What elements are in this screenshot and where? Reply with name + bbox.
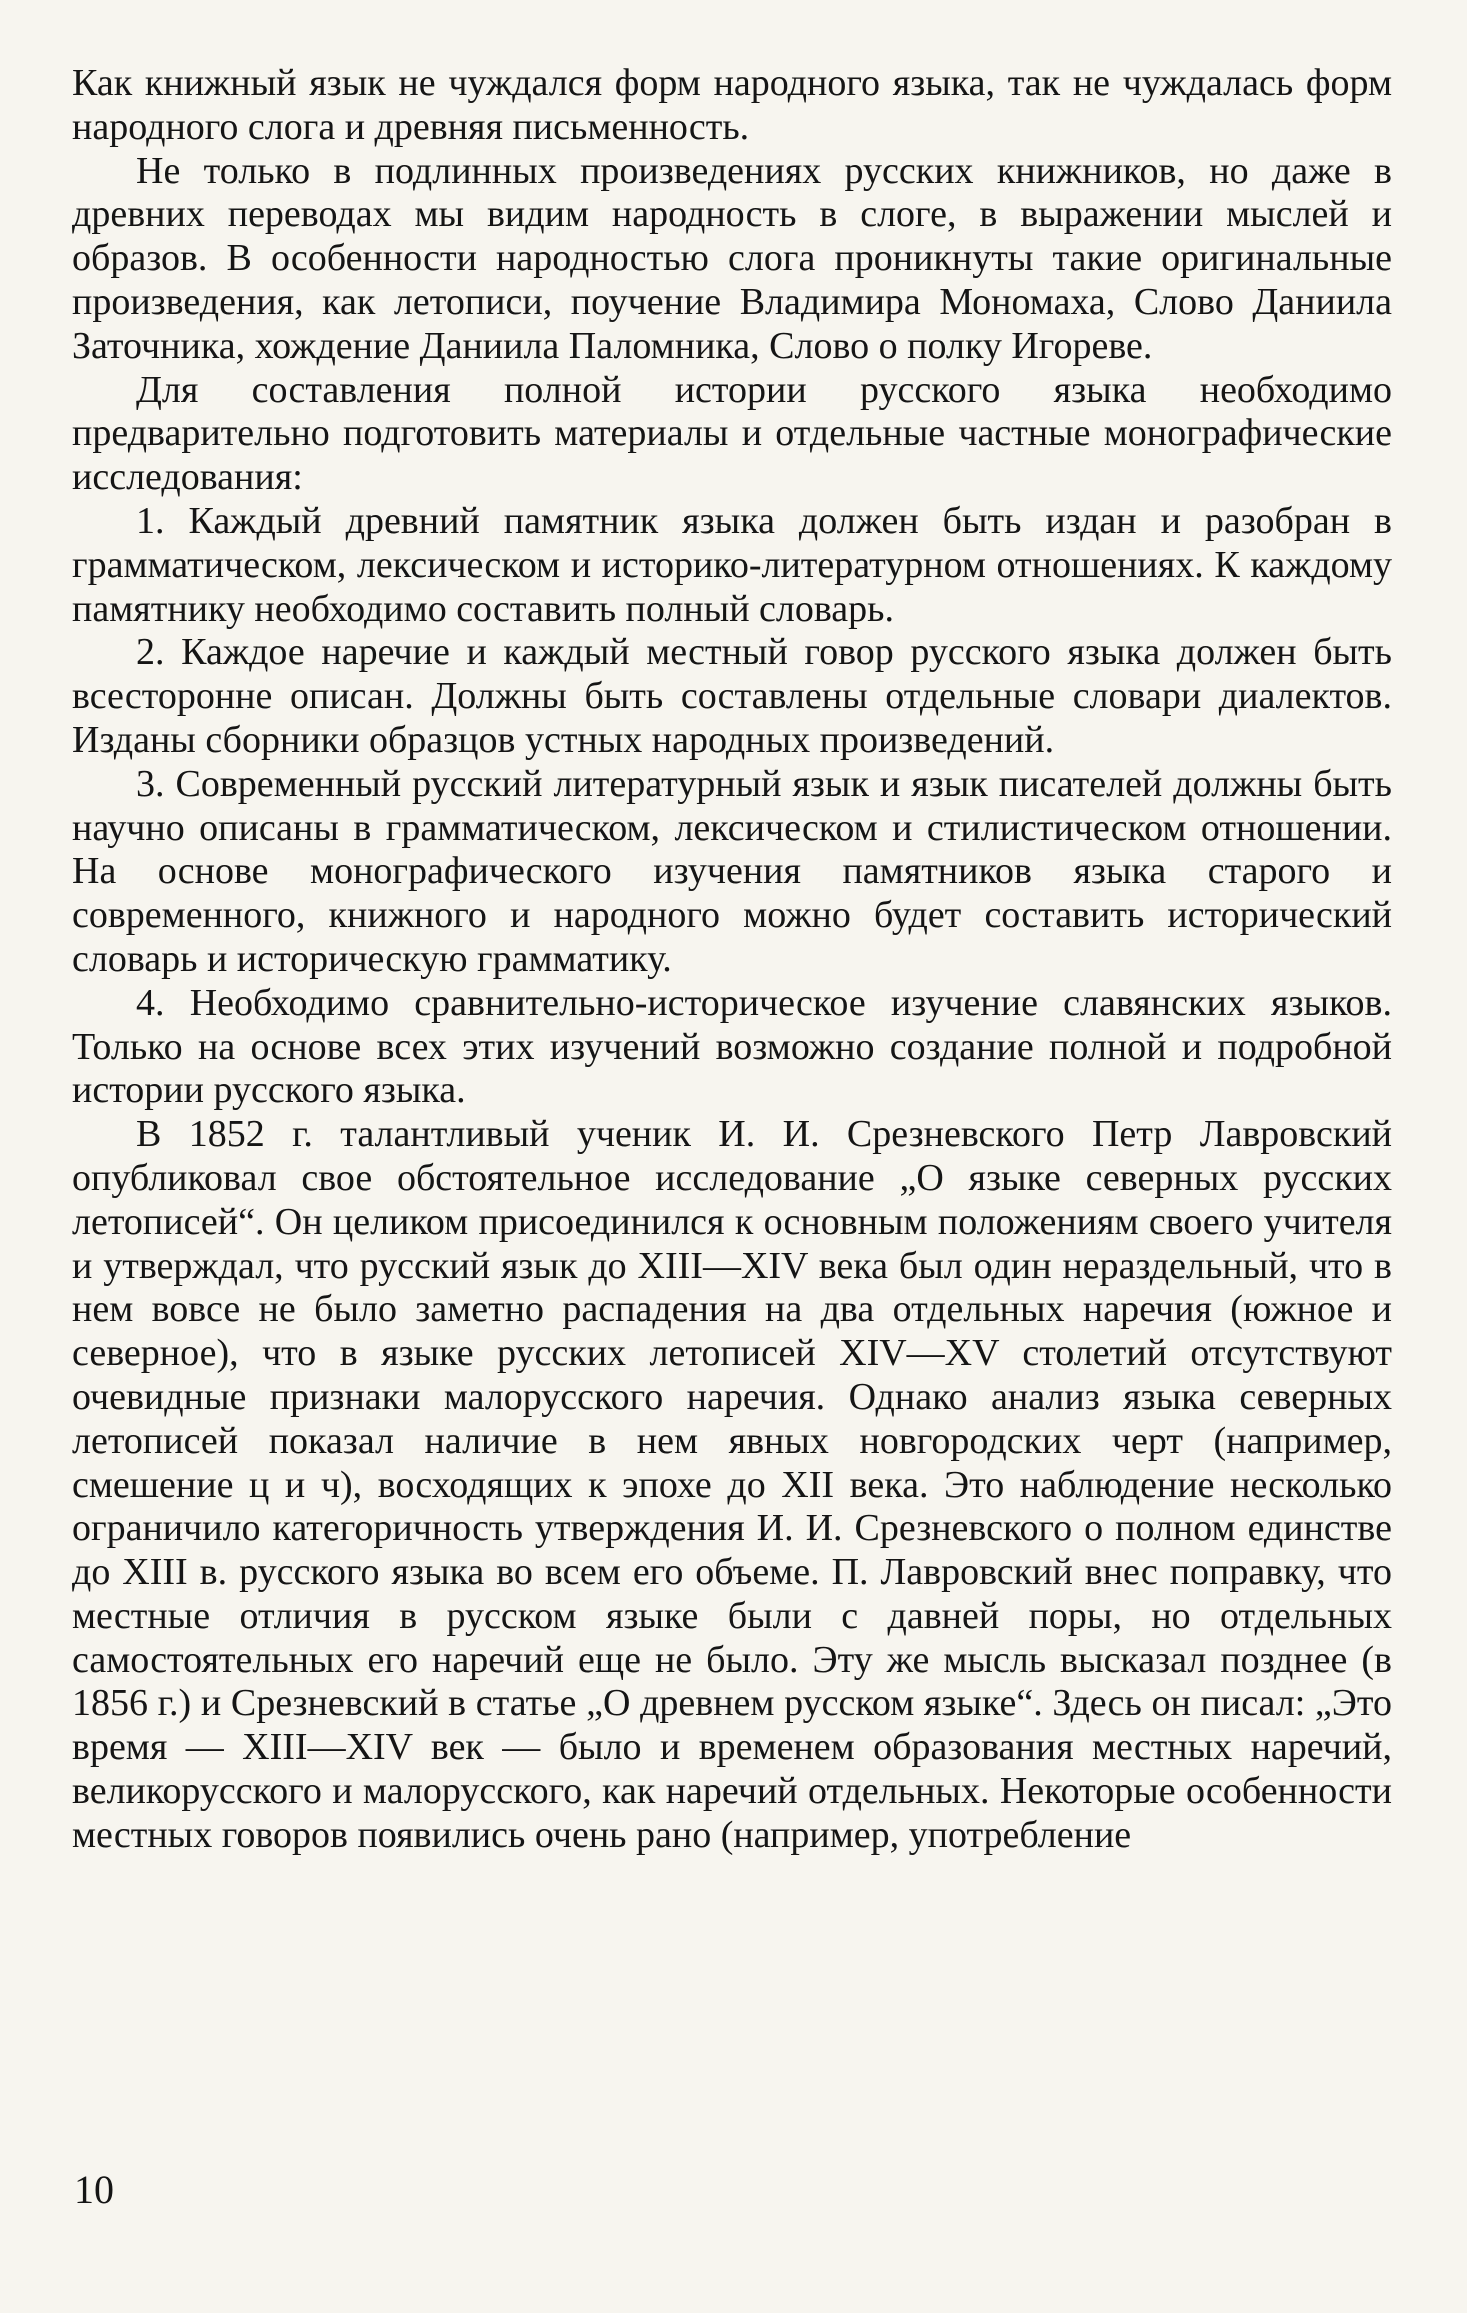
list-item-1: 1. Каждый древний памятник языка должен быть издан и разобран в грамматическом, лексическом и историко-литературном отношениях. К каждому памятнику необходимо составить полный словарь. <box>72 499 1392 630</box>
paragraph-2: Не только в подлинных произведениях русских книжников, но даже в древних переводах мы видим народность в слоге, в выражении мыслей и образов. В особенности народностью слога проникнуты такие оригинальные произведения, как летописи, поучение Владимира Мономаха, Слово Даниила Заточника, хождение Даниила Паломника, Слово о полку Игореве. <box>72 149 1392 367</box>
list-item-2: 2. Каждое наречие и каждый местный говор русского языка должен быть всесторонне описан. Должны быть составлены отдельные словари диалектов. Изданы сборники образцов устных народных произведений. <box>72 631 1392 761</box>
list-item-3: 3. Современный русский литературный язык и язык писателей должны быть научно описаны в грамматическом, лексическом и стилистическом отношении. На основе монографического изучения памятников языка старого и современного, книжного и народного можно будет составить исторический словарь и историческую грамматику. <box>72 762 1392 980</box>
page-number: 10 <box>74 2167 114 2212</box>
paragraph-1: Как книжный язык не чуждался форм народного языка, так не чуждалась форм народного слога и древняя письменность. <box>72 62 1392 148</box>
paragraph-8: В 1852 г. талантливый ученик И. И. Срезневского Петр Лавровский опубликовал свое обстоятельное исследование „О языке северных русских летописей“. Он целиком присоединился к основным положениям своего учителя и утверждал, что русский язык до XIII—XIV века был один нераздельный, что в нем вовсе не было заметно распадения на два отдельных наречия (южное и северное), что в языке русских летописей XIV—XV столетий отсутствуют очевидные признаки малорусского наречия. Однако анализ языка северных летописей показал наличие в нем явных новгородских черт (например, смешение ц и ч), восходящих к эпохе до XII века. Это наблюдение несколько ограничило категоричность утверждения И. И. Срезневского о полном единстве до XIII в. русского языка во всем его объеме. П. Лавровский внес поправку, что местные отличия в русском языке были с давней поры, но отдельных самостоятельных его наречий еще не было. Эту же мысль высказал позднее (в 1856 г.) и Срезневский в статье „О древнем русском языке“. Здесь он писал: „Это время — XIII—XIV век — было и временем образования местных наречий, великорусского и малорусского, как наречий отдельных. Некоторые особенности местных говоров появились очень рано (например, употребление <box>72 1113 1392 1856</box>
paragraph-3: Для составления полной истории русского языка необходимо предварительно подготовить материалы и отдельные частные монографические исследования: <box>72 368 1392 499</box>
list-item-4: 4. Необходимо сравнительно-историческое изучение славянских языков. Только на основе всех этих изучений возможно создание полной и подробной истории русского языка. <box>72 981 1392 1112</box>
document-page <box>72 62 1392 1858</box>
